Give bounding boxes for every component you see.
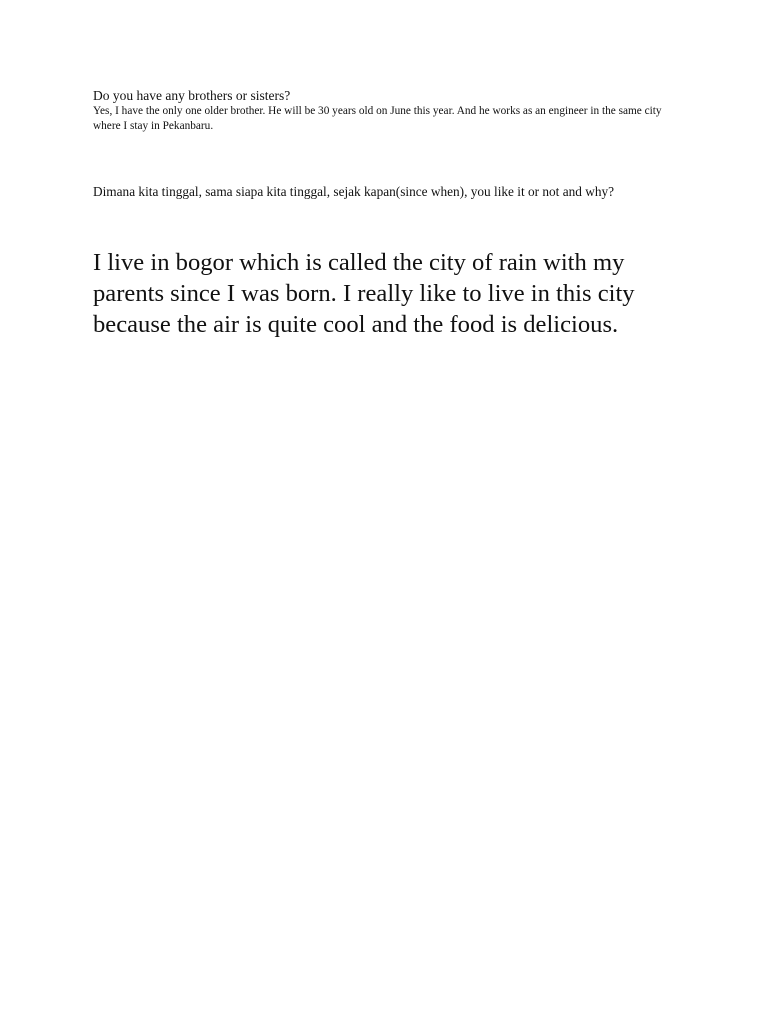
question-residence: Dimana kita tinggal, sama siapa kita tinggal, sejak kapan(since when), you like it or not and why? — [93, 184, 615, 199]
answer-residence: I live in bogor which is called the city of rain with my parents since I was born. I really like to live in this city because the air is quite cool and the food is delicious. — [93, 249, 635, 338]
answer-siblings: Yes, I have the only one older brother. He will be 30 years old on June this year. And he works as an engineer in the same city where I stay in Pekanbaru. — [93, 105, 662, 132]
question-siblings: Do you have any brothers or sisters? — [93, 88, 291, 103]
